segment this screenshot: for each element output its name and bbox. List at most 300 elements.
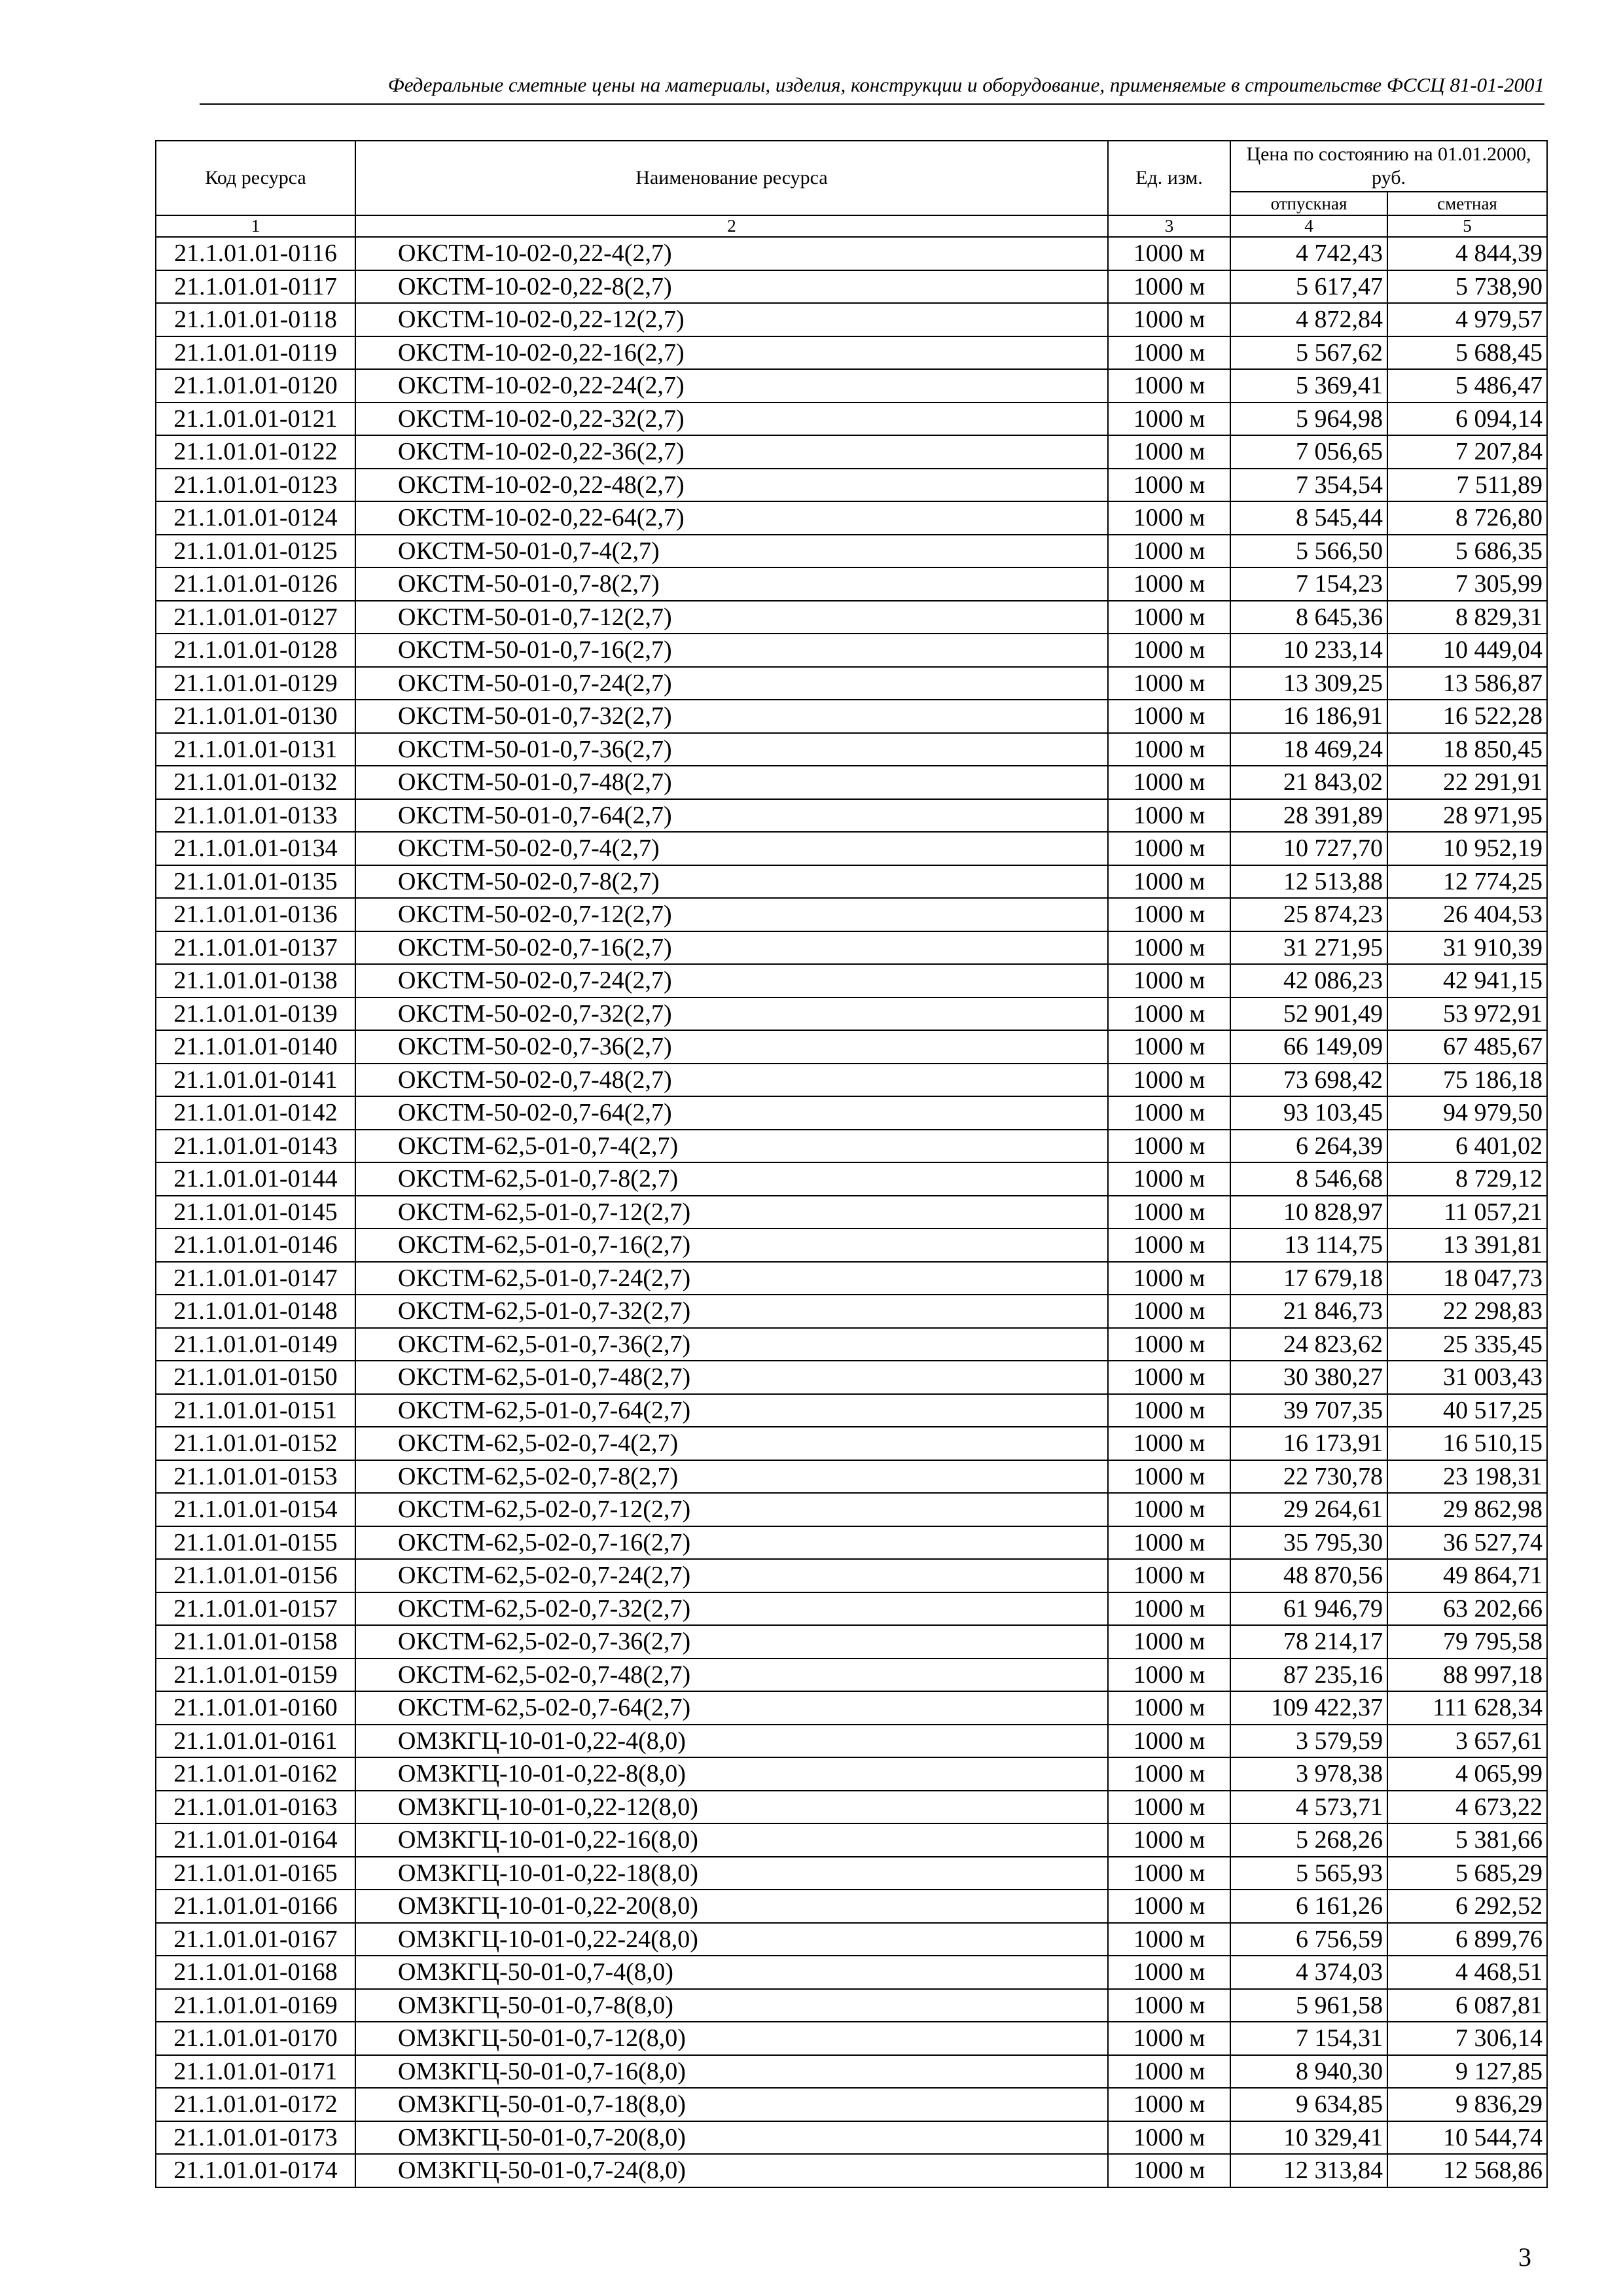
unit-cell: 1000 м [1108,1064,1230,1097]
unit-cell: 1000 м [1108,1427,1230,1460]
release-price-cell: 30 380,27 [1230,1361,1387,1394]
resource-code-cell: 21.1.01.01-0129 [156,667,355,700]
resource-name-cell: ОМЗКГЦ-50-01-0,7-4(8,0) [355,1956,1108,1989]
release-price-cell: 13 309,25 [1230,667,1387,700]
unit-cell: 1000 м [1108,1691,1230,1725]
resource-name-cell: ОМЗКГЦ-50-01-0,7-16(8,0) [355,2055,1108,2089]
table-row [156,303,1547,336]
table-row [156,1659,1547,1692]
estimate-price-cell: 67 485,67 [1387,1030,1547,1064]
release-price-cell: 5 565,93 [1230,1857,1387,1890]
resource-code-cell: 21.1.01.01-0171 [156,2055,355,2089]
resource-name-cell: ОКСТМ-50-01-0,7-36(2,7) [355,733,1108,766]
col-number: 4 [1230,215,1387,237]
estimate-price-cell: 8 726,80 [1387,501,1547,535]
release-price-cell: 7 154,31 [1230,2022,1387,2055]
resource-code-cell: 21.1.01.01-0141 [156,1064,355,1097]
estimate-price-cell: 53 972,91 [1387,997,1547,1031]
release-price-cell: 8 545,44 [1230,501,1387,535]
estimate-price-cell: 31 910,39 [1387,931,1547,965]
resource-code-cell: 21.1.01.01-0142 [156,1096,355,1130]
resource-code-cell: 21.1.01.01-0118 [156,303,355,336]
estimate-price-cell: 4 468,51 [1387,1956,1547,1989]
table-row [156,1394,1547,1427]
resource-code-cell: 21.1.01.01-0122 [156,435,355,469]
unit-cell: 1000 м [1108,997,1230,1031]
resource-code-cell: 21.1.01.01-0170 [156,2022,355,2055]
unit-cell: 1000 м [1108,469,1230,502]
resource-code-cell: 21.1.01.01-0159 [156,1659,355,1692]
estimate-price-cell: 5 685,29 [1387,1857,1547,1890]
resource-name-cell: ОМЗКГЦ-50-01-0,7-8(8,0) [355,1989,1108,2022]
release-price-cell: 109 422,37 [1230,1691,1387,1725]
unit-cell: 1000 м [1108,1096,1230,1130]
release-price-cell: 4 374,03 [1230,1956,1387,1989]
release-price-cell: 12 313,84 [1230,2154,1387,2187]
col-header-estimate: сметная [1387,192,1547,215]
estimate-price-cell: 6 899,76 [1387,1923,1547,1956]
release-price-cell: 12 513,88 [1230,865,1387,899]
unit-cell: 1000 м [1108,1625,1230,1659]
unit-cell: 1000 м [1108,1890,1230,1923]
estimate-price-cell: 4 673,22 [1387,1791,1547,1824]
resource-name-cell: ОКСТМ-10-02-0,22-64(2,7) [355,501,1108,535]
release-price-cell: 5 617,47 [1230,270,1387,304]
resource-name-cell: ОКСТМ-50-02-0,7-12(2,7) [355,898,1108,931]
unit-cell: 1000 м [1108,1923,1230,1956]
release-price-cell: 4 872,84 [1230,303,1387,336]
unit-cell: 1000 м [1108,1989,1230,2022]
release-price-cell: 35 795,30 [1230,1526,1387,1560]
resource-name-cell: ОКСТМ-50-02-0,7-4(2,7) [355,832,1108,865]
unit-cell: 1000 м [1108,931,1230,965]
unit-cell: 1000 м [1108,1526,1230,1560]
table-row [156,766,1547,799]
unit-cell: 1000 м [1108,634,1230,667]
resource-code-cell: 21.1.01.01-0168 [156,1956,355,1989]
resource-code-cell: 21.1.01.01-0130 [156,700,355,733]
resource-code-cell: 21.1.01.01-0140 [156,1030,355,1064]
release-price-cell: 7 354,54 [1230,469,1387,502]
resource-name-cell: ОКСТМ-62,5-02-0,7-12(2,7) [355,1493,1108,1526]
resource-code-cell: 21.1.01.01-0131 [156,733,355,766]
resource-name-cell: ОКСТМ-50-02-0,7-64(2,7) [355,1096,1108,1130]
resource-name-cell: ОМЗКГЦ-50-01-0,7-20(8,0) [355,2121,1108,2155]
col-header-release: отпускная [1230,192,1387,215]
release-price-cell: 10 329,41 [1230,2121,1387,2155]
release-price-cell: 3 978,38 [1230,1757,1387,1791]
estimate-price-cell: 11 057,21 [1387,1196,1547,1229]
resource-code-cell: 21.1.01.01-0163 [156,1791,355,1824]
resource-code-cell: 21.1.01.01-0121 [156,403,355,436]
estimate-price-cell: 111 628,34 [1387,1691,1547,1725]
table-row [156,1096,1547,1130]
release-price-cell: 73 698,42 [1230,1064,1387,1097]
unit-cell: 1000 м [1108,2088,1230,2121]
table-row [156,2088,1547,2121]
estimate-price-cell: 8 829,31 [1387,601,1547,634]
unit-cell: 1000 м [1108,1725,1230,1758]
resource-name-cell: ОКСТМ-10-02-0,22-8(2,7) [355,270,1108,304]
estimate-price-cell: 13 391,81 [1387,1229,1547,1262]
unit-cell: 1000 м [1108,270,1230,304]
estimate-price-cell: 6 292,52 [1387,1890,1547,1923]
page-number: 3 [1518,2242,1531,2272]
unit-cell: 1000 м [1108,1493,1230,1526]
resource-code-cell: 21.1.01.01-0157 [156,1592,355,1626]
resource-code-cell: 21.1.01.01-0143 [156,1130,355,1163]
release-price-cell: 31 271,95 [1230,931,1387,965]
unit-cell: 1000 м [1108,1162,1230,1196]
table-row [156,832,1547,865]
resource-name-cell: ОКСТМ-62,5-01-0,7-16(2,7) [355,1229,1108,1262]
estimate-price-cell: 7 207,84 [1387,435,1547,469]
col-number: 1 [156,215,355,237]
estimate-price-cell: 26 404,53 [1387,898,1547,931]
estimate-price-cell: 7 511,89 [1387,469,1547,502]
resource-name-cell: ОКСТМ-50-02-0,7-8(2,7) [355,865,1108,899]
release-price-cell: 8 546,68 [1230,1162,1387,1196]
release-price-cell: 8 940,30 [1230,2055,1387,2089]
estimate-price-cell: 4 065,99 [1387,1757,1547,1791]
resource-name-cell: ОКСТМ-50-02-0,7-48(2,7) [355,1064,1108,1097]
col-header-code: Код ресурса [156,141,355,215]
resource-code-cell: 21.1.01.01-0174 [156,2154,355,2187]
release-price-cell: 29 264,61 [1230,1493,1387,1526]
unit-cell: 1000 м [1108,1262,1230,1295]
release-price-cell: 16 173,91 [1230,1427,1387,1460]
resource-name-cell: ОМЗКГЦ-10-01-0,22-12(8,0) [355,1791,1108,1824]
estimate-price-cell: 5 688,45 [1387,336,1547,370]
resource-code-cell: 21.1.01.01-0161 [156,1725,355,1758]
estimate-price-cell: 18 047,73 [1387,1262,1547,1295]
release-price-cell: 78 214,17 [1230,1625,1387,1659]
resource-name-cell: ОКСТМ-50-01-0,7-8(2,7) [355,567,1108,601]
resource-name-cell: ОКСТМ-62,5-01-0,7-8(2,7) [355,1162,1108,1196]
table-row [156,1493,1547,1526]
resource-code-cell: 21.1.01.01-0135 [156,865,355,899]
table-row [156,336,1547,370]
resource-name-cell: ОМЗКГЦ-10-01-0,22-18(8,0) [355,1857,1108,1890]
table-row [156,2022,1547,2055]
resource-name-cell: ОКСТМ-50-01-0,7-48(2,7) [355,766,1108,799]
resource-code-cell: 21.1.01.01-0162 [156,1757,355,1791]
unit-cell: 1000 м [1108,1394,1230,1427]
table-row [156,1229,1547,1262]
table-row [156,931,1547,965]
estimate-price-cell: 75 186,18 [1387,1064,1547,1097]
table-row [156,1989,1547,2022]
table-row [156,1956,1547,1989]
release-price-cell: 9 634,85 [1230,2088,1387,2121]
estimate-price-cell: 63 202,66 [1387,1592,1547,1626]
unit-cell: 1000 м [1108,369,1230,403]
resource-name-cell: ОКСТМ-50-01-0,7-24(2,7) [355,667,1108,700]
table-row [156,2154,1547,2187]
estimate-price-cell: 13 586,87 [1387,667,1547,700]
resource-code-cell: 21.1.01.01-0128 [156,634,355,667]
table-row [156,799,1547,833]
release-price-cell: 10 233,14 [1230,634,1387,667]
estimate-price-cell: 3 657,61 [1387,1725,1547,1758]
release-price-cell: 8 645,36 [1230,601,1387,634]
resource-name-cell: ОКСТМ-50-02-0,7-36(2,7) [355,1030,1108,1064]
unit-cell: 1000 м [1108,237,1230,270]
resource-code-cell: 21.1.01.01-0119 [156,336,355,370]
unit-cell: 1000 м [1108,667,1230,700]
unit-cell: 1000 м [1108,336,1230,370]
resource-name-cell: ОМЗКГЦ-50-01-0,7-18(8,0) [355,2088,1108,2121]
table-row [156,2121,1547,2155]
resource-name-cell: ОМЗКГЦ-10-01-0,22-24(8,0) [355,1923,1108,1956]
table-row [156,501,1547,535]
table-row [156,435,1547,469]
unit-cell: 1000 м [1108,766,1230,799]
unit-cell: 1000 м [1108,865,1230,899]
unit-cell: 1000 м [1108,1130,1230,1163]
resource-code-cell: 21.1.01.01-0138 [156,964,355,997]
estimate-price-cell: 42 941,15 [1387,964,1547,997]
unit-cell: 1000 м [1108,1229,1230,1262]
document-header-title: Федеральные сметные цены на материалы, изделия, конструкции и оборудование, применяемые в строительстве ФССЦ 81-01-2001 [387,73,1544,96]
table-row [156,964,1547,997]
resource-name-cell: ОМЗКГЦ-10-01-0,22-8(8,0) [355,1757,1108,1791]
release-price-cell: 13 114,75 [1230,1229,1387,1262]
release-price-cell: 25 874,23 [1230,898,1387,931]
unit-cell: 1000 м [1108,1857,1230,1890]
resource-code-cell: 21.1.01.01-0136 [156,898,355,931]
table-row [156,469,1547,502]
table-row [156,237,1547,270]
resource-name-cell: ОКСТМ-50-01-0,7-32(2,7) [355,700,1108,733]
estimate-price-cell: 49 864,71 [1387,1559,1547,1592]
col-header-name: Наименование ресурса [355,141,1108,215]
estimate-price-cell: 25 335,45 [1387,1328,1547,1361]
release-price-cell: 48 870,56 [1230,1559,1387,1592]
resource-name-cell: ОКСТМ-10-02-0,22-36(2,7) [355,435,1108,469]
estimate-price-cell: 10 449,04 [1387,634,1547,667]
table-row [156,1196,1547,1229]
release-price-cell: 5 566,50 [1230,535,1387,568]
release-price-cell: 39 707,35 [1230,1394,1387,1427]
resource-code-cell: 21.1.01.01-0172 [156,2088,355,2121]
resource-code-cell: 21.1.01.01-0134 [156,832,355,865]
resource-code-cell: 21.1.01.01-0137 [156,931,355,965]
estimate-price-cell: 9 127,85 [1387,2055,1547,2089]
unit-cell: 1000 м [1108,1361,1230,1394]
unit-cell: 1000 м [1108,1592,1230,1626]
resource-code-cell: 21.1.01.01-0158 [156,1625,355,1659]
estimate-price-cell: 31 003,43 [1387,1361,1547,1394]
col-header-unit: Ед. изм. [1108,141,1230,215]
estimate-price-cell: 29 862,98 [1387,1493,1547,1526]
release-price-cell: 22 730,78 [1230,1460,1387,1494]
unit-cell: 1000 м [1108,1559,1230,1592]
table-row [156,535,1547,568]
table-row [156,733,1547,766]
estimate-price-cell: 18 850,45 [1387,733,1547,766]
col-number: 3 [1108,215,1230,237]
release-price-cell: 4 573,71 [1230,1791,1387,1824]
resource-code-cell: 21.1.01.01-0155 [156,1526,355,1560]
unit-cell: 1000 м [1108,1460,1230,1494]
resource-code-cell: 21.1.01.01-0139 [156,997,355,1031]
release-price-cell: 18 469,24 [1230,733,1387,766]
estimate-price-cell: 36 527,74 [1387,1526,1547,1560]
release-price-cell: 5 961,58 [1230,1989,1387,2022]
estimate-price-cell: 10 952,19 [1387,832,1547,865]
resource-name-cell: ОКСТМ-62,5-02-0,7-24(2,7) [355,1559,1108,1592]
table-row [156,1064,1547,1097]
estimate-price-cell: 22 291,91 [1387,766,1547,799]
resource-name-cell: ОКСТМ-62,5-02-0,7-64(2,7) [355,1691,1108,1725]
table-row [156,270,1547,304]
resource-code-cell: 21.1.01.01-0156 [156,1559,355,1592]
resource-code-cell: 21.1.01.01-0116 [156,237,355,270]
resource-name-cell: ОКСТМ-10-02-0,22-4(2,7) [355,237,1108,270]
header-divider [200,103,1544,105]
unit-cell: 1000 м [1108,1196,1230,1229]
release-price-cell: 21 843,02 [1230,766,1387,799]
table-row [156,1823,1547,1857]
resource-name-cell: ОМЗКГЦ-10-01-0,22-4(8,0) [355,1725,1108,1758]
estimate-price-cell: 7 305,99 [1387,567,1547,601]
table-row [156,1857,1547,1890]
unit-cell: 1000 м [1108,700,1230,733]
table-row [156,634,1547,667]
resource-name-cell: ОКСТМ-50-01-0,7-12(2,7) [355,601,1108,634]
col-number: 5 [1387,215,1547,237]
unit-cell: 1000 м [1108,964,1230,997]
table-row [156,1361,1547,1394]
table-row [156,1130,1547,1163]
estimate-price-cell: 9 836,29 [1387,2088,1547,2121]
release-price-cell: 61 946,79 [1230,1592,1387,1626]
estimate-price-cell: 79 795,58 [1387,1625,1547,1659]
estimate-price-cell: 94 979,50 [1387,1096,1547,1130]
release-price-cell: 6 264,39 [1230,1130,1387,1163]
release-price-cell: 21 846,73 [1230,1295,1387,1328]
unit-cell: 1000 м [1108,403,1230,436]
release-price-cell: 17 679,18 [1230,1262,1387,1295]
resource-code-cell: 21.1.01.01-0144 [156,1162,355,1196]
table-row [156,667,1547,700]
release-price-cell: 6 756,59 [1230,1923,1387,1956]
estimate-price-cell: 22 298,83 [1387,1295,1547,1328]
unit-cell: 1000 м [1108,535,1230,568]
table-row [156,1427,1547,1460]
estimate-price-cell: 4 979,57 [1387,303,1547,336]
resource-name-cell: ОМЗКГЦ-50-01-0,7-24(8,0) [355,2154,1108,2187]
unit-cell: 1000 м [1108,567,1230,601]
unit-cell: 1000 м [1108,435,1230,469]
release-price-cell: 7 154,23 [1230,567,1387,601]
resource-code-cell: 21.1.01.01-0167 [156,1923,355,1956]
col-header-price-group: Цена по состоянию на 01.01.2000, руб. [1230,141,1547,192]
resource-code-cell: 21.1.01.01-0127 [156,601,355,634]
resource-name-cell: ОКСТМ-62,5-01-0,7-12(2,7) [355,1196,1108,1229]
release-price-cell: 42 086,23 [1230,964,1387,997]
resource-code-cell: 21.1.01.01-0152 [156,1427,355,1460]
resource-name-cell: ОКСТМ-10-02-0,22-24(2,7) [355,369,1108,403]
resource-name-cell: ОКСТМ-62,5-01-0,7-48(2,7) [355,1361,1108,1394]
estimate-price-cell: 88 997,18 [1387,1659,1547,1692]
unit-cell: 1000 м [1108,1823,1230,1857]
resource-name-cell: ОКСТМ-62,5-01-0,7-36(2,7) [355,1328,1108,1361]
resource-name-cell: ОМЗКГЦ-10-01-0,22-20(8,0) [355,1890,1108,1923]
resource-name-cell: ОКСТМ-62,5-02-0,7-36(2,7) [355,1625,1108,1659]
release-price-cell: 5 964,98 [1230,403,1387,436]
resource-code-cell: 21.1.01.01-0132 [156,766,355,799]
table-row [156,898,1547,931]
resource-name-cell: ОКСТМ-62,5-02-0,7-32(2,7) [355,1592,1108,1626]
resource-name-cell: ОКСТМ-10-02-0,22-12(2,7) [355,303,1108,336]
unit-cell: 1000 м [1108,1295,1230,1328]
estimate-price-cell: 16 510,15 [1387,1427,1547,1460]
resource-code-cell: 21.1.01.01-0120 [156,369,355,403]
resource-name-cell: ОКСТМ-50-01-0,7-64(2,7) [355,799,1108,833]
resource-code-cell: 21.1.01.01-0126 [156,567,355,601]
table-row [156,601,1547,634]
unit-cell: 1000 м [1108,1328,1230,1361]
resource-code-cell: 21.1.01.01-0148 [156,1295,355,1328]
table-row [156,1791,1547,1824]
release-price-cell: 7 056,65 [1230,435,1387,469]
unit-cell: 1000 м [1108,832,1230,865]
table-row [156,1162,1547,1196]
resource-code-cell: 21.1.01.01-0145 [156,1196,355,1229]
resource-name-cell: ОКСТМ-62,5-02-0,7-48(2,7) [355,1659,1108,1692]
unit-cell: 1000 м [1108,2121,1230,2155]
release-price-cell: 24 823,62 [1230,1328,1387,1361]
estimate-price-cell: 6 094,14 [1387,403,1547,436]
table-row [156,1625,1547,1659]
release-price-cell: 66 149,09 [1230,1030,1387,1064]
resource-code-cell: 21.1.01.01-0125 [156,535,355,568]
estimate-price-cell: 5 738,90 [1387,270,1547,304]
unit-cell: 1000 м [1108,799,1230,833]
unit-cell: 1000 м [1108,2154,1230,2187]
estimate-price-cell: 6 087,81 [1387,1989,1547,2022]
estimate-price-cell: 4 844,39 [1387,237,1547,270]
table-row [156,1890,1547,1923]
table-row [156,1460,1547,1494]
estimate-price-cell: 6 401,02 [1387,1130,1547,1163]
table-row [156,997,1547,1031]
table-row [156,1328,1547,1361]
table-row [156,1725,1547,1758]
estimate-price-cell: 5 486,47 [1387,369,1547,403]
table-row [156,1691,1547,1725]
resource-code-cell: 21.1.01.01-0173 [156,2121,355,2155]
unit-cell: 1000 м [1108,898,1230,931]
resource-name-cell: ОКСТМ-10-02-0,22-16(2,7) [355,336,1108,370]
table-row [156,403,1547,436]
resource-name-cell: ОКСТМ-62,5-02-0,7-16(2,7) [355,1526,1108,1560]
col-number: 2 [355,215,1108,237]
resource-name-cell: ОКСТМ-62,5-01-0,7-4(2,7) [355,1130,1108,1163]
unit-cell: 1000 м [1108,303,1230,336]
resource-code-cell: 21.1.01.01-0147 [156,1262,355,1295]
table-row [156,1526,1547,1560]
resource-code-cell: 21.1.01.01-0165 [156,1857,355,1890]
unit-cell: 1000 м [1108,1791,1230,1824]
resource-code-cell: 21.1.01.01-0123 [156,469,355,502]
resource-name-cell: ОКСТМ-50-02-0,7-16(2,7) [355,931,1108,965]
release-price-cell: 5 567,62 [1230,336,1387,370]
table-row [156,1757,1547,1791]
table-row [156,567,1547,601]
